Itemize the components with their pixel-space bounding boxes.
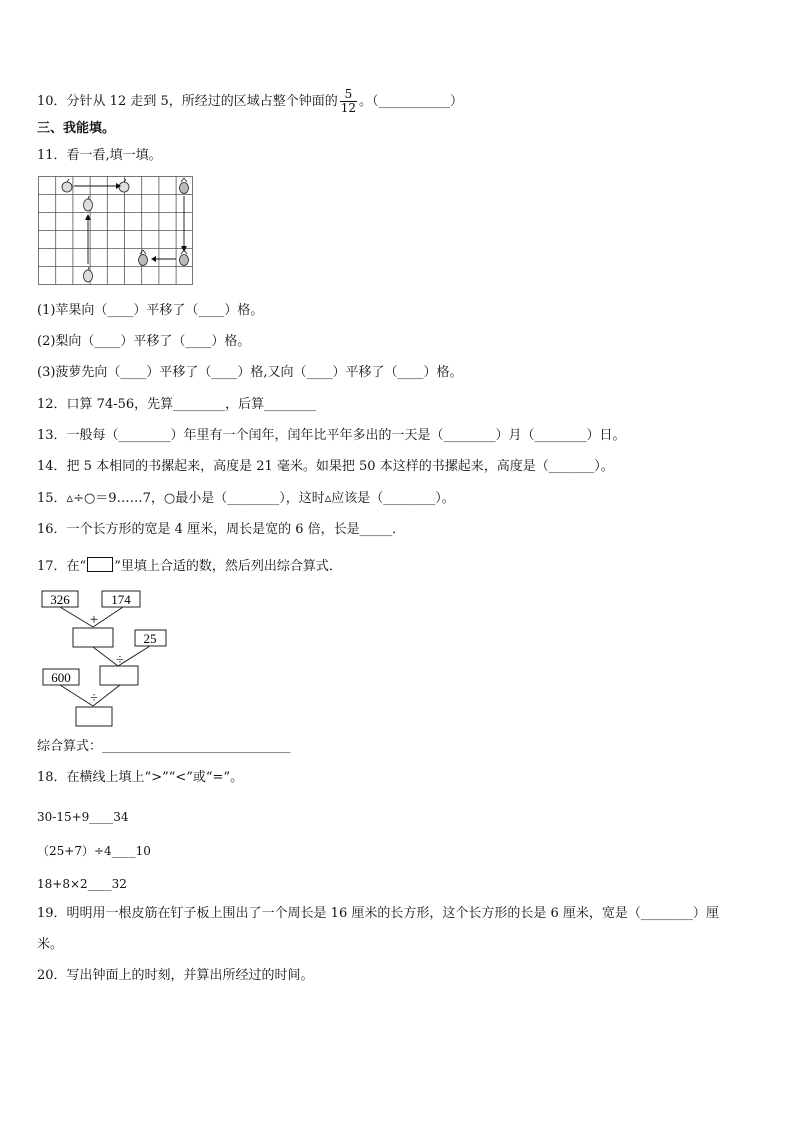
number-600: 600 xyxy=(51,670,71,685)
number-174: 174 xyxy=(111,592,131,607)
answer-box-1 xyxy=(73,628,113,647)
section-3-heading: 三、我能填。 xyxy=(37,121,116,136)
arrow-right-icon xyxy=(74,183,121,189)
number-25: 25 xyxy=(143,631,157,646)
question-18: 18．在横线上填上“>”“<”或“=”。 xyxy=(37,770,244,785)
question-19-line-2: 米。 xyxy=(37,937,64,952)
arrow-down-icon xyxy=(181,196,187,252)
inline-empty-box xyxy=(87,557,113,572)
question-13: 13．一般每（________）年里有一个闰年，闰年比平年多出的一天是（________）月（________）日。 xyxy=(37,428,626,443)
translation-grid xyxy=(38,176,194,286)
question-17 xyxy=(37,557,342,576)
question-20: 20．写出钟面上的时刻，并算出所经过的时间。 xyxy=(37,968,314,983)
answer-box-2 xyxy=(100,666,138,685)
q18-expression-1: 30-15+9____34 xyxy=(37,810,129,824)
pear-bottom-icon xyxy=(84,267,93,282)
question-14: 14．把 5 本相同的书摞起来，高度是 21 毫米。如果把 50 本这样的书摞起来，高度是（_______）。 xyxy=(37,459,614,474)
question-10 xyxy=(37,88,463,115)
answer-box-3 xyxy=(76,707,112,726)
q18-expression-3: 18+8×2____32 xyxy=(37,877,127,891)
connector-line xyxy=(93,647,118,666)
calculation-diagram xyxy=(38,588,188,730)
connector-line xyxy=(60,607,93,627)
question-19-line-1: 19．明明用一根皮筋在钉子板上围出了一个周长是 16 厘米的长方形，这个长方形的长是 6 厘米，宽是（________）厘 xyxy=(37,906,719,921)
fraction-5-12 xyxy=(340,88,357,115)
q17-text-end: ”里填上合适的数，然后列出综合算式． xyxy=(114,559,342,574)
apple-end-icon xyxy=(119,179,129,192)
q10-text: 10．分针从 12 走到 5，所经过的区域占整个钟面的 xyxy=(37,94,338,109)
combined-expression-line: 综合算式：_____________________________ xyxy=(37,739,291,754)
pineapple-middle-icon xyxy=(180,250,189,266)
question-11-title: 11．看一看,填一填。 xyxy=(37,148,162,163)
divide-operator: ÷ xyxy=(90,691,98,706)
grid-lines xyxy=(38,176,193,285)
number-326: 326 xyxy=(50,592,70,607)
question-11-part-2: (2)梨向（____）平移了（____）格。 xyxy=(37,334,251,349)
question-11-part-1: (1)苹果向（____）平移了（____）格。 xyxy=(37,303,264,318)
divide-operator: ÷ xyxy=(116,653,124,668)
question-11-part-3: (3)菠萝先向（____）平移了（____）格,又向（____）平移了（____）格。 xyxy=(37,365,463,380)
fraction-numerator: 5 xyxy=(340,88,357,102)
question-16: 16．一个长方形的宽是 4 厘米，周长是宽的 6 倍，长是_____． xyxy=(37,522,406,537)
apple-start-icon xyxy=(62,179,72,192)
connector-line xyxy=(60,685,93,706)
fraction-denominator: 12 xyxy=(340,101,357,115)
question-15: 15．▵÷○＝9……7，○最小是（________），这时▵应该是（________）。 xyxy=(37,491,455,506)
q18-expression-2: （25+7）÷4____10 xyxy=(37,844,151,858)
pineapple-end-icon xyxy=(139,250,148,266)
q10-answer-blank: 。（___________） xyxy=(359,94,464,109)
arrow-left-icon xyxy=(151,256,176,262)
pineapple-top-icon xyxy=(180,178,189,194)
plus-operator: + xyxy=(89,612,99,628)
q17-text-start: 17．在“ xyxy=(37,559,87,574)
pear-top-icon xyxy=(84,196,93,211)
question-12: 12．口算 74-56，先算________，后算________ xyxy=(37,397,317,412)
